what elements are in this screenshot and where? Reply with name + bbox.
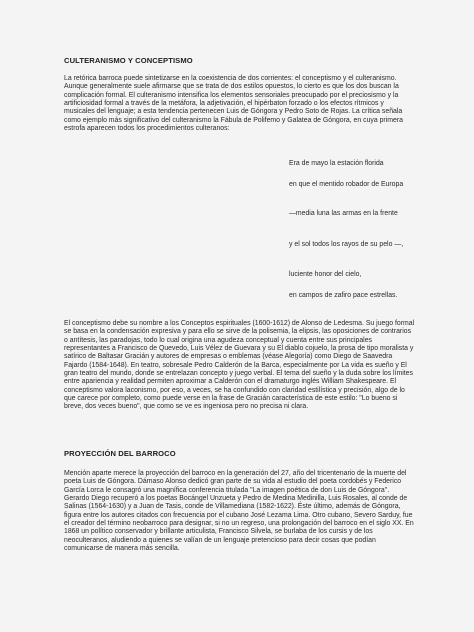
paragraph-conceptismo: El conceptismo debe su nombre a los Conceptos espirituales (1600-1612) de Alonso de Ledesma. Su juego formal se basa en la condensación expresiva y para ello se sirve de la polisemia, la elipsis, las oposiciones de contrarios o antítesis, las paradojas, todo lo cual origina una agudeza conceptual y cuenta entre sus principales representantes a Francisco de Quevedo, Luis Vélez de Guevara y su El diablo cojuelo, la prosa de tipo moralista y satírico de Baltasar Gracián y autores de empresas o emblemas (véase Alegoría) como Diego de Saavedra Fajardo (1584-1648). En teatro, sobresale Pedro Calderón de la Barca, especialmente por La vida es sueño y El gran teatro del mundo, donde se entrelazan concepto y juego verbal. El tema del sueño y la duda sobre los límites entre apariencia y realidad permiten aproximar a Calderón con el dramaturgo inglés William Shakespeare. El conceptismo valora laconismo, por eso, a veces, se ha confundido con claridad estilística y precisión, algo de lo que carece por completo, como puede verse en la frase de Gracián característica de este estilo: "Lo bueno si breve, dos veces bueno", que como se ve es ingeniosa pero no precisa ni clara.: [64, 320, 415, 411]
verse-line: —media luna las armas en la frente: [289, 210, 398, 217]
paragraph-proyeccion: Mención aparte merece la proyección del barroco en la generación del 27, año del tricentenario de la muerte del poeta Luis de Góngora. Dámaso Alonso dedicó gran parte de su vida al estudio del poeta cordobés y Federico García Lorca le consagró una magnífica conferencia titulada "La imagen poética de don Luis de Góngora". Gerardo Diego recuperó a los poetas Bocángel Unzueta y Pedro de Medina Medinilla, Luis Rosales, al conde de Salinas (1564-1630) y a Juan de Tasis, conde de Villamediana (1582-1622). Éste último, además de Góngora, figura entre los autores citados con frecuencia por el cubano José Lezama Lima. Otro cubano, Severo Sarduy, fue el creador del término neobarroco para designar, si no un regreso, una prolongación del barroco en el siglo XX. En 1868 un político conservador y brillante articulista, Francisco Silvela, se burlaba de los cursis y de los neoculteranos, aludiendo a quienes se valían de un lenguaje pretencioso para decir cosas que podían comunicarse de manera más sencilla.: [64, 470, 414, 553]
verse-line: en que el mentido robador de Europa: [289, 181, 404, 188]
verse-line: Era de mayo la estación florida: [289, 160, 384, 167]
section-title-culteranismo: CULTERANISMO Y CONCEPTISMO: [64, 56, 193, 65]
paragraph-intro: La retórica barroca puede sintetizarse en la coexistencia de dos corrientes: el conceptismo y el culteranismo. Aunque generalmente suele afirmarse que se trata de dos estilos opuestos, lo cierto es que los dos buscan la complicación formal. El culteranismo intensifica los elementos sensoriales preocupado por el preciosismo y la artificiosidad formal a través de la metáfora, la adjetivación, el hipérbaton forzado o los efectos rítmicos y musicales del lenguaje; a esta tendencia pertenecen Luis de Góngora y Pedro Soto de Rojas. La crítica señala como ejemplo más significativo del culteranismo la Fábula de Polifemo y Galatea de Góngora, en cuya primera estrofa aparecen todos los procedimientos culteranos:: [64, 75, 403, 133]
verse-line: luciente honor del cielo,: [289, 271, 362, 278]
verse-line: en campos de zafiro pace estrellas.: [289, 292, 398, 299]
section-title-proyeccion: PROYECCIÓN DEL BARROCO: [64, 449, 176, 458]
verse-line: y el sol todos los rayos de su pelo —,: [289, 241, 404, 248]
